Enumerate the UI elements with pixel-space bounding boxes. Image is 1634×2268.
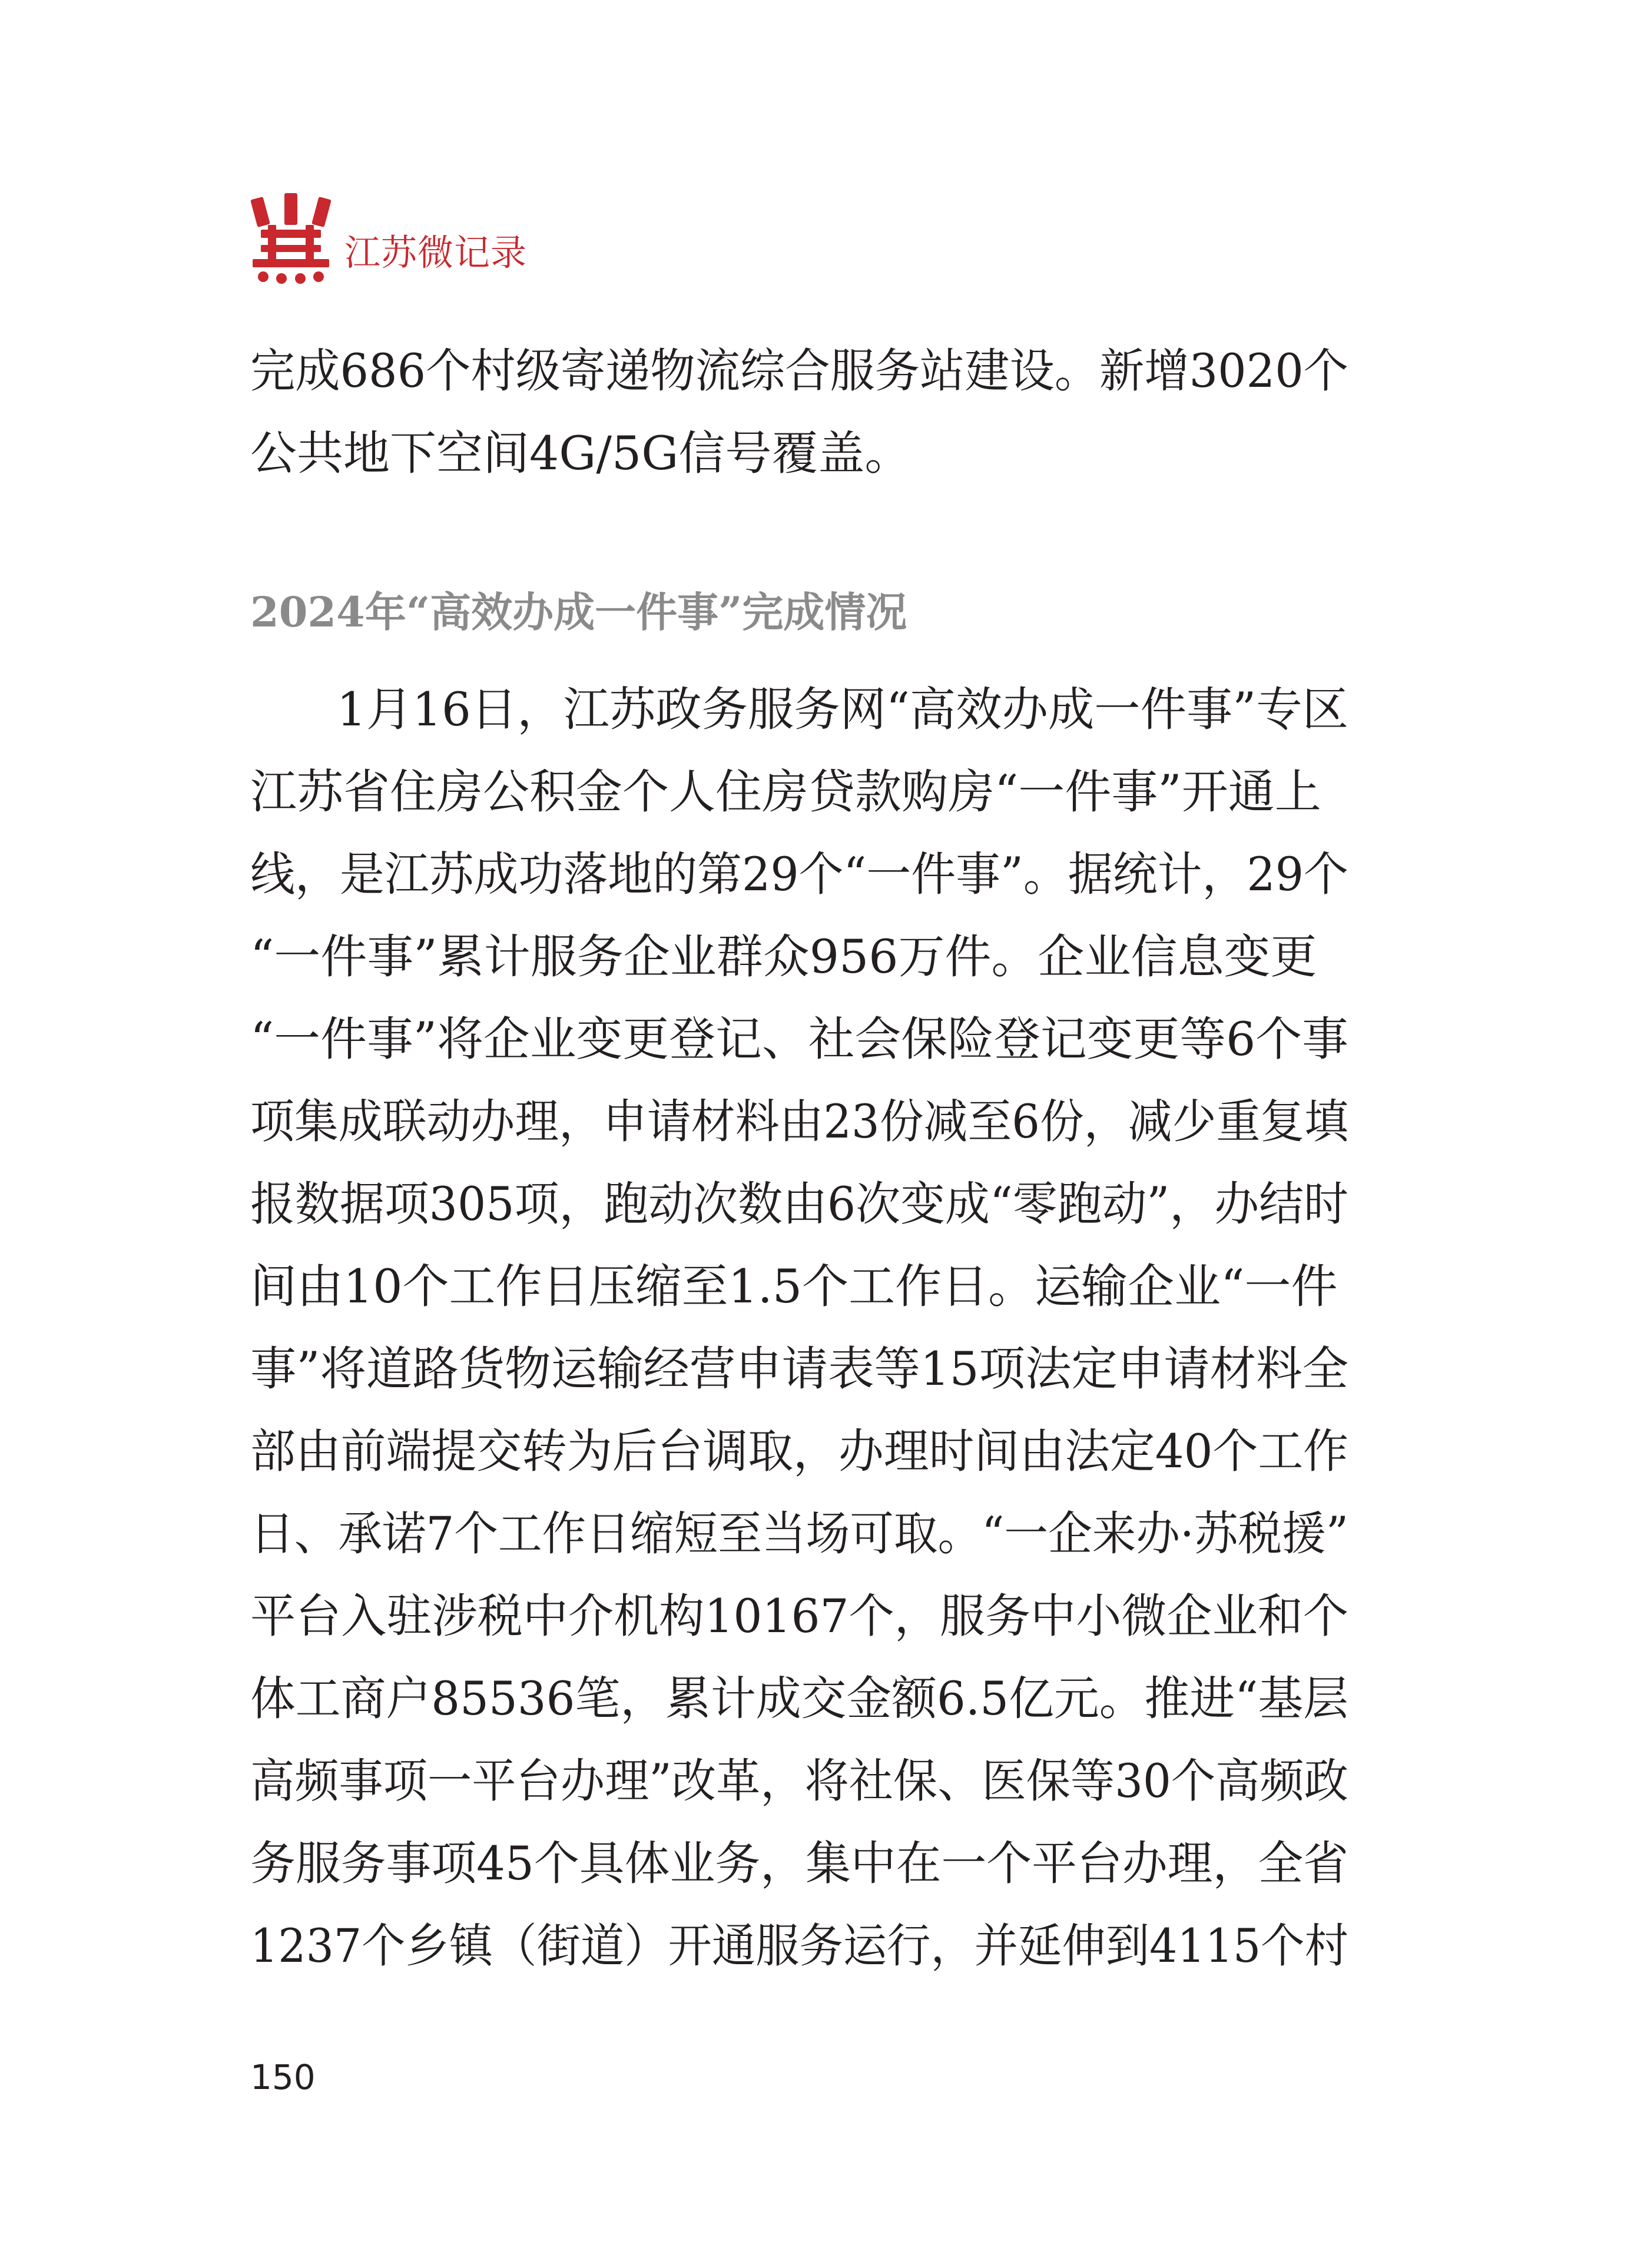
paragraph-line-text: 线，是江苏成功落地的第29个“一件事”。据统计，29个 bbox=[250, 847, 1348, 901]
section-heading: 2024年“高效办成一件事”完成情况 bbox=[250, 588, 907, 636]
intro-line-text: 公共地下空间4G/5G信号覆盖。 bbox=[250, 426, 912, 480]
paragraph-line-text: 项集成联动办理，申请材料由23份减至6份，减少重复填 bbox=[250, 1095, 1349, 1149]
paragraph-line-text: “一件事”累计服务企业群众956万件。企业信息变更 bbox=[250, 930, 1317, 984]
paragraph-line-text: 平台入驻涉税中介机构10167个，服务中小微企业和个 bbox=[250, 1589, 1349, 1643]
page-header bbox=[250, 193, 527, 284]
paragraph-line-text: 部由前端提交转为后台调取，办理时间由法定40个工作 bbox=[250, 1424, 1348, 1478]
paragraph-line-text: 体工商户85536笔，累计成交金额6.5亿元。推进“基层 bbox=[250, 1672, 1349, 1726]
page-number: 150 bbox=[250, 2057, 316, 2097]
paragraph-line-text: “一件事”将企业变更登记、社会保险登记变更等6个事 bbox=[250, 1012, 1348, 1066]
paragraph-line-text: 事”将道路货物运输经营申请表等15项法定申请材料全 bbox=[250, 1342, 1349, 1396]
header-title: 江苏微记录 bbox=[344, 232, 528, 274]
intro-line-text: 完成686个村级寄递物流综合服务站建设。新增3020个 bbox=[250, 344, 1349, 398]
paragraph-line-text: 高频事项一平台办理”改革，将社保、医保等30个高频政 bbox=[250, 1754, 1348, 1808]
paragraph-line-text: 1237个乡镇（街道）开通服务运行，并延伸到4115个村 bbox=[250, 1919, 1348, 1973]
paragraph-line-text: 务服务事项45个具体业务，集中在一个平台办理，全省 bbox=[250, 1836, 1348, 1891]
paragraph-line-text: 江苏省住房公积金个人住房贷款购房“一件事”开通上 bbox=[250, 765, 1321, 819]
paragraph-line-text: 间由10个工作日压缩至1.5个工作日。运输企业“一件 bbox=[250, 1259, 1338, 1314]
jiangsu-seal-logo-icon bbox=[250, 193, 332, 284]
paragraph-line-text: 报数据项305项，跑动次数由6次变成“零跑动”，办结时 bbox=[250, 1177, 1348, 1231]
paragraph-line-text: 日、承诺7个工作日缩短至当场可取。“一企来办·苏税援” bbox=[250, 1507, 1349, 1561]
paragraph-line-text: 1月16日，江苏政务服务网“高效办成一件事”专区 bbox=[337, 682, 1349, 737]
